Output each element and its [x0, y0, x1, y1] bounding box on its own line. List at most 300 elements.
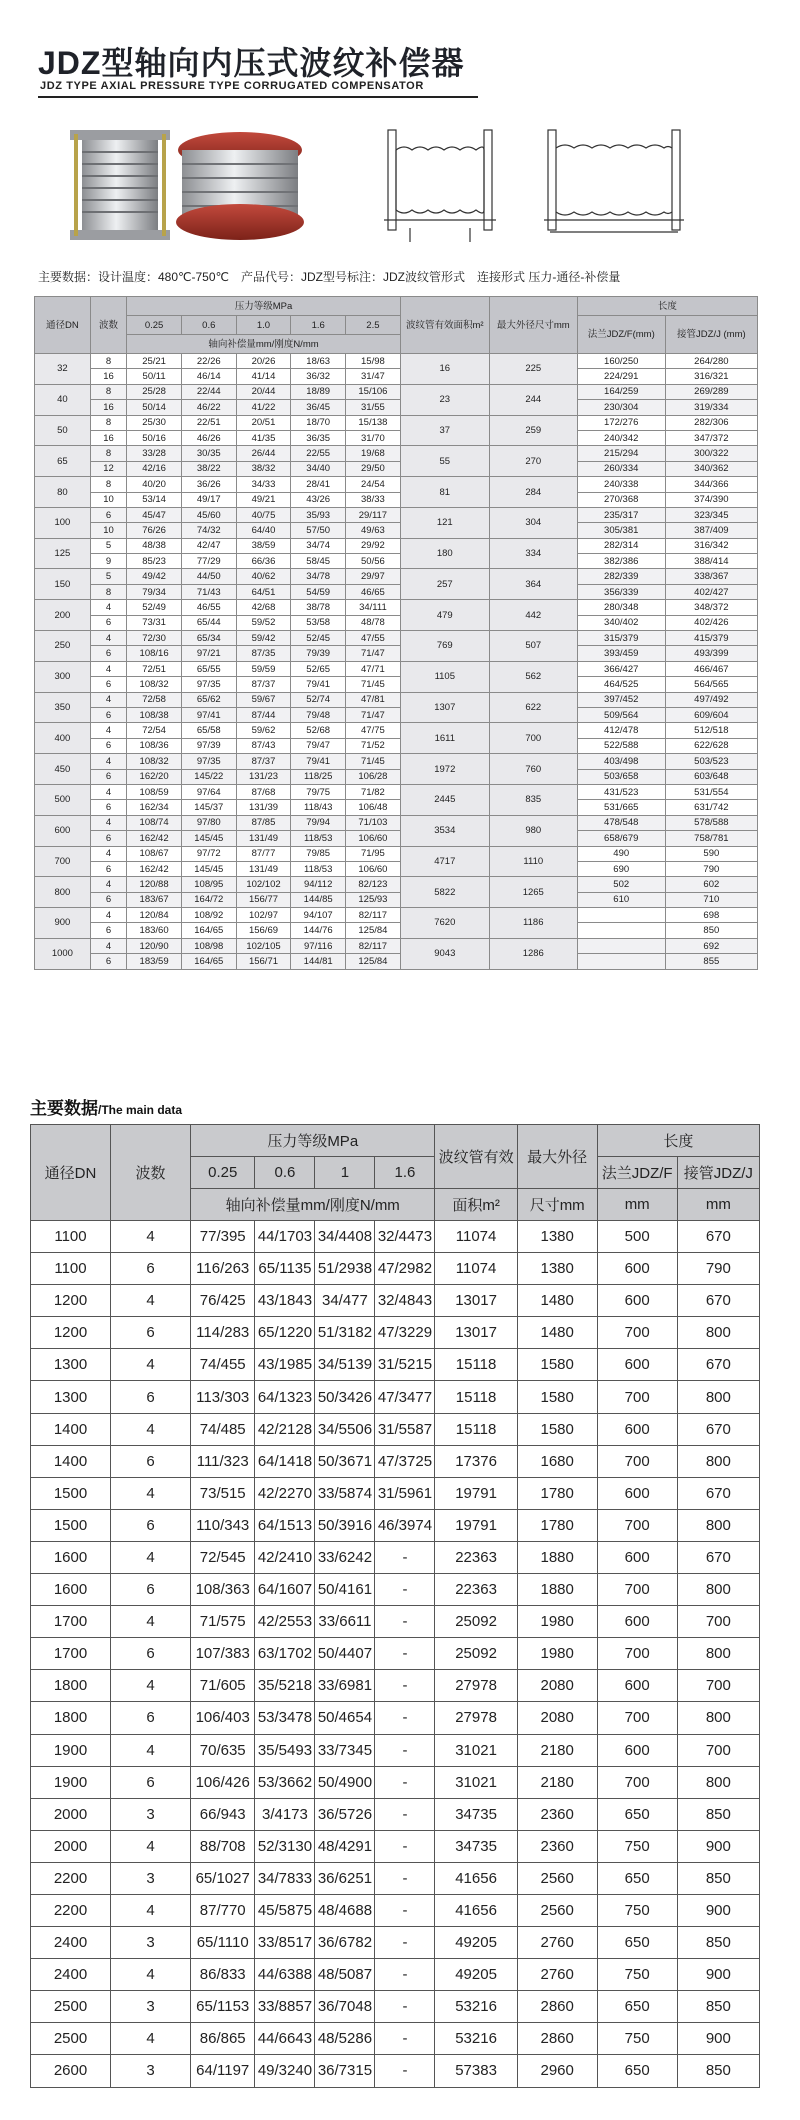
cell-compensation: 164/65: [181, 954, 236, 969]
cell-compensation: 59/62: [236, 723, 291, 738]
cell-od: 1480: [517, 1285, 597, 1317]
cell-comp-1: 50/4900: [315, 1766, 375, 1798]
cell-comp-06: 43/1843: [255, 1285, 315, 1317]
cell-od: 334: [489, 538, 577, 569]
cell-od: 1110: [489, 846, 577, 877]
cell-flange-length: 650: [597, 1991, 677, 2023]
cell-od: 1286: [489, 938, 577, 969]
cell-flange-length: 356/339: [577, 584, 665, 599]
cell-area: 55: [400, 446, 489, 477]
section-title-en: /The main data: [98, 1103, 183, 1117]
cell-compensation: 24/54: [346, 477, 401, 492]
cell-dn: 1400: [31, 1445, 111, 1477]
cell-comp-16: -: [375, 1862, 435, 1894]
cell-flange-length: 315/379: [577, 631, 665, 646]
cell-area: 1972: [400, 754, 489, 785]
cell-waves: 6: [111, 1445, 191, 1477]
table-row: [35, 430, 758, 445]
cell-compensation: 106/60: [346, 861, 401, 876]
table-row: [35, 477, 758, 492]
cell-compensation: 45/47: [127, 507, 182, 522]
cell-compensation: 29/50: [346, 461, 401, 476]
cell-comp-1: 50/4407: [315, 1638, 375, 1670]
cell-flange-length: 270/368: [577, 492, 665, 507]
cell-comp-16: -: [375, 1702, 435, 1734]
cell-weld-length: 900: [677, 1959, 759, 1991]
cell-compensation: 108/38: [127, 707, 182, 722]
cell-compensation: 59/52: [236, 615, 291, 630]
cell-weld-length: 850: [677, 1991, 759, 2023]
cell-weld-length: 700: [677, 1606, 759, 1638]
table-row: [35, 692, 758, 707]
cell-waves: 8: [90, 415, 126, 430]
cell-compensation: 108/98: [181, 938, 236, 953]
cell-compensation: 64/51: [236, 584, 291, 599]
spec-table-small-dn: [34, 296, 758, 970]
table-row: [35, 723, 758, 738]
cell-compensation: 108/16: [127, 646, 182, 661]
cell-compensation: 131/39: [236, 800, 291, 815]
cell-flange-length: 658/679: [577, 831, 665, 846]
cell-compensation: 19/68: [346, 446, 401, 461]
cell-waves: 6: [111, 1317, 191, 1349]
section-title-main-data: [30, 1094, 182, 1119]
cell-area: 15118: [435, 1381, 517, 1413]
cell-waves: 12: [90, 461, 126, 476]
cell-od: 1780: [517, 1477, 597, 1509]
cell-compensation: 162/42: [127, 861, 182, 876]
cell-waves: 6: [111, 1509, 191, 1541]
cell-compensation: 20/26: [236, 354, 291, 369]
cell-weld-length: 670: [677, 1285, 759, 1317]
cell-comp-025: 87/770: [191, 1894, 255, 1926]
cell-compensation: 97/39: [181, 738, 236, 753]
cell-compensation: 41/14: [236, 369, 291, 384]
cell-compensation: 22/26: [181, 354, 236, 369]
cell-od: 562: [489, 661, 577, 692]
cell-flange-length: 700: [597, 1638, 677, 1670]
cell-flange-length: 502: [577, 877, 665, 892]
cell-compensation: 79/41: [291, 754, 346, 769]
cell-waves: 6: [90, 831, 126, 846]
cell-weld-length: 578/588: [665, 815, 757, 830]
cell-compensation: 108/74: [127, 815, 182, 830]
cell-comp-1: 50/4161: [315, 1574, 375, 1606]
cell-comp-025: 88/708: [191, 1830, 255, 1862]
cell-flange-length: 282/314: [577, 538, 665, 553]
cell-compensation: 49/63: [346, 523, 401, 538]
cell-comp-16: 31/5215: [375, 1349, 435, 1381]
col-od: 最大外径尺寸mm: [489, 297, 577, 354]
table-row: [35, 631, 758, 646]
cell-weld-length: 790: [665, 861, 757, 876]
table-row: [31, 1798, 760, 1830]
table-row: [31, 1477, 760, 1509]
cell-compensation: 48/78: [346, 615, 401, 630]
cell-compensation: 97/80: [181, 815, 236, 830]
cell-compensation: 106/48: [346, 800, 401, 815]
cell-weld-length: 700: [677, 1734, 759, 1766]
cell-compensation: 164/72: [181, 892, 236, 907]
cell-comp-16: -: [375, 2023, 435, 2055]
cell-area: 49205: [435, 1959, 517, 1991]
cell-comp-16: -: [375, 1798, 435, 1830]
col-od-line1: 最大外径: [517, 1125, 597, 1189]
cell-dn: 150: [35, 569, 91, 600]
cell-flange-length: 600: [597, 1670, 677, 1702]
cell-od: 760: [489, 754, 577, 785]
cell-compensation: 54/59: [291, 584, 346, 599]
table-row: [35, 369, 758, 384]
cell-compensation: 72/54: [127, 723, 182, 738]
col-weld: 接管JDZ/J (mm): [665, 316, 757, 354]
col-flange: 法兰JDZ/F(mm): [577, 316, 665, 354]
cell-dn: 1900: [31, 1734, 111, 1766]
cell-flange-length: 600: [597, 1413, 677, 1445]
cell-comp-16: 47/3477: [375, 1381, 435, 1413]
cell-compensation: 29/117: [346, 507, 401, 522]
cell-compensation: 76/26: [127, 523, 182, 538]
cell-waves: 8: [90, 384, 126, 399]
cell-comp-06: 52/3130: [255, 1830, 315, 1862]
table-row: [31, 2023, 760, 2055]
cell-area: 41656: [435, 1862, 517, 1894]
col-p-16: 1.6: [291, 316, 346, 335]
cell-od: 980: [489, 815, 577, 846]
cell-flange-length: 700: [597, 1574, 677, 1606]
cell-comp-1: 33/6981: [315, 1670, 375, 1702]
col-length: 长度: [597, 1125, 759, 1157]
cell-dn: 1800: [31, 1670, 111, 1702]
cell-flange-length: 403/498: [577, 754, 665, 769]
cell-weld-length: 590: [665, 846, 757, 861]
cell-flange-length: 750: [597, 1830, 677, 1862]
cell-compensation: 97/116: [291, 938, 346, 953]
cell-dn: 1300: [31, 1349, 111, 1381]
cell-weld-length: 300/322: [665, 446, 757, 461]
cell-comp-16: 32/4843: [375, 1285, 435, 1317]
cell-weld-length: 698: [665, 908, 757, 923]
cell-od: 2860: [517, 2023, 597, 2055]
cell-compensation: 66/36: [236, 554, 291, 569]
cell-compensation: 164/65: [181, 923, 236, 938]
cell-waves: 4: [111, 1670, 191, 1702]
cell-weld-length: 700: [677, 1670, 759, 1702]
table-row: [35, 754, 758, 769]
table-row: [31, 1253, 760, 1285]
cell-compensation: 82/117: [346, 938, 401, 953]
cell-comp-06: 64/1513: [255, 1509, 315, 1541]
cell-area: 34735: [435, 1798, 517, 1830]
table-row: [35, 523, 758, 538]
cell-weld-length: 316/321: [665, 369, 757, 384]
cell-compensation: 144/76: [291, 923, 346, 938]
cell-compensation: 79/41: [291, 677, 346, 692]
cell-compensation: 53/58: [291, 615, 346, 630]
cell-dn: 1000: [35, 938, 91, 969]
cell-dn: 2400: [31, 1927, 111, 1959]
cell-compensation: 15/98: [346, 354, 401, 369]
cell-od: 270: [489, 446, 577, 477]
cell-od: 1980: [517, 1638, 597, 1670]
table-row: [35, 908, 758, 923]
table2-header-row-1: [31, 1125, 760, 1157]
cell-flange-length: 503/658: [577, 769, 665, 784]
cell-compensation: 183/67: [127, 892, 182, 907]
cell-compensation: 38/78: [291, 600, 346, 615]
cell-flange-length: 600: [597, 1253, 677, 1285]
table-row: [31, 1509, 760, 1541]
cell-waves: 4: [111, 2023, 191, 2055]
cell-compensation: 34/111: [346, 600, 401, 615]
cell-comp-06: 64/1607: [255, 1574, 315, 1606]
cell-weld-length: 282/306: [665, 415, 757, 430]
cell-area: 25092: [435, 1606, 517, 1638]
cell-dn: 500: [35, 784, 91, 815]
cell-comp-025: 73/515: [191, 1477, 255, 1509]
table-row: [35, 569, 758, 584]
cell-dn: 80: [35, 477, 91, 508]
cell-compensation: 40/75: [236, 507, 291, 522]
cell-compensation: 120/88: [127, 877, 182, 892]
cell-waves: 6: [111, 1766, 191, 1798]
cell-compensation: 79/34: [127, 584, 182, 599]
cell-od: 1380: [517, 1253, 597, 1285]
cell-compensation: 144/81: [291, 954, 346, 969]
cell-dn: 32: [35, 354, 91, 385]
cell-comp-06: 35/5218: [255, 1670, 315, 1702]
cell-weld-length: 850: [677, 1927, 759, 1959]
table2-body: [31, 1221, 760, 2088]
cell-comp-16: 47/3725: [375, 1445, 435, 1477]
cell-compensation: 22/44: [181, 384, 236, 399]
cell-compensation: 64/40: [236, 523, 291, 538]
cell-compensation: 162/42: [127, 831, 182, 846]
cell-compensation: 52/65: [291, 661, 346, 676]
cell-comp-1: 50/3426: [315, 1381, 375, 1413]
cell-od: 2960: [517, 2055, 597, 2087]
cell-weld-length: 800: [677, 1638, 759, 1670]
cell-area: 180: [400, 538, 489, 569]
cell-compensation: 65/34: [181, 631, 236, 646]
table-row: [35, 938, 758, 953]
cell-comp-025: 65/1110: [191, 1927, 255, 1959]
cell-comp-025: 86/833: [191, 1959, 255, 1991]
cell-compensation: 118/53: [291, 861, 346, 876]
cell-compensation: 25/28: [127, 384, 182, 399]
cell-waves: 8: [90, 446, 126, 461]
cell-compensation: 40/62: [236, 569, 291, 584]
cell-compensation: 50/14: [127, 400, 182, 415]
cell-compensation: 34/33: [236, 477, 291, 492]
cell-comp-1: 36/6251: [315, 1862, 375, 1894]
cell-compensation: 145/22: [181, 769, 236, 784]
cell-dn: 600: [35, 815, 91, 846]
cell-dn: 1700: [31, 1638, 111, 1670]
cell-compensation: 29/92: [346, 538, 401, 553]
cell-od: 225: [489, 354, 577, 385]
cell-waves: 4: [90, 661, 126, 676]
cell-comp-1: 51/2938: [315, 1253, 375, 1285]
cell-dn: 1400: [31, 1413, 111, 1445]
cell-weld-length: 900: [677, 1894, 759, 1926]
cell-compensation: 72/58: [127, 692, 182, 707]
cell-weld-length: 338/367: [665, 569, 757, 584]
cell-waves: 5: [90, 569, 126, 584]
table-row: [35, 877, 758, 892]
cell-compensation: 29/97: [346, 569, 401, 584]
cell-dn: 2000: [31, 1830, 111, 1862]
cell-comp-16: -: [375, 1670, 435, 1702]
table-row: [31, 1702, 760, 1734]
cell-flange-length: 700: [597, 1509, 677, 1541]
cell-compensation: 50/56: [346, 554, 401, 569]
cell-waves: 4: [90, 938, 126, 953]
cell-waves: 6: [90, 507, 126, 522]
cell-compensation: 120/84: [127, 908, 182, 923]
cell-comp-025: 74/485: [191, 1413, 255, 1445]
cell-comp-16: 32/4473: [375, 1221, 435, 1253]
cell-weld-length: 800: [677, 1509, 759, 1541]
cell-weld-length: 402/427: [665, 584, 757, 599]
cell-weld-length: 631/742: [665, 800, 757, 815]
col-p-06: 0.6: [181, 316, 236, 335]
cell-od: 2860: [517, 1991, 597, 2023]
cell-compensation: 71/82: [346, 784, 401, 799]
cell-compensation: 108/95: [181, 877, 236, 892]
table-row: [31, 1830, 760, 1862]
cell-weld-length: 900: [677, 2023, 759, 2055]
cell-weld-length: 692: [665, 938, 757, 953]
col-flange: 法兰JDZ/F: [597, 1157, 677, 1189]
cell-comp-1: 33/5874: [315, 1477, 375, 1509]
cell-flange-length: 240/338: [577, 477, 665, 492]
cell-waves: 4: [111, 1894, 191, 1926]
cell-comp-025: 65/1027: [191, 1862, 255, 1894]
table-row: [31, 1445, 760, 1477]
col-p-25: 2.5: [346, 316, 401, 335]
cell-area: 9043: [400, 938, 489, 969]
cell-compensation: 74/32: [181, 523, 236, 538]
cell-compensation: 49/42: [127, 569, 182, 584]
cell-comp-16: -: [375, 1991, 435, 2023]
cell-area: 53216: [435, 1991, 517, 2023]
table-row: [31, 1349, 760, 1381]
spec-table-large-dn: [30, 1124, 760, 2088]
cell-flange-length: 600: [597, 1541, 677, 1573]
cell-comp-025: 64/1197: [191, 2055, 255, 2087]
cell-od: 1186: [489, 908, 577, 939]
cell-dn: 1900: [31, 1766, 111, 1798]
cell-comp-06: 44/6388: [255, 1959, 315, 1991]
cell-compensation: 30/35: [181, 446, 236, 461]
cell-comp-16: -: [375, 1638, 435, 1670]
col-p-16: 1.6: [375, 1157, 435, 1189]
cell-comp-1: 33/6242: [315, 1541, 375, 1573]
cell-od: 2560: [517, 1862, 597, 1894]
col-area: 波纹管有效面积m²: [400, 297, 489, 354]
cell-waves: 8: [90, 584, 126, 599]
cell-weld-length: 800: [677, 1381, 759, 1413]
col-weld-unit: mm: [677, 1189, 759, 1221]
cell-compensation: 46/26: [181, 430, 236, 445]
cell-compensation: 59/42: [236, 631, 291, 646]
cell-compensation: 82/123: [346, 877, 401, 892]
cell-flange-length: 522/588: [577, 738, 665, 753]
product-photos: [70, 120, 710, 250]
cell-waves: 10: [90, 523, 126, 538]
cell-flange-length: 382/386: [577, 554, 665, 569]
table-row: [35, 646, 758, 661]
cell-flange-length: 397/452: [577, 692, 665, 707]
cell-flange-length: 235/317: [577, 507, 665, 522]
table-row: [31, 1541, 760, 1573]
cell-weld-length: 670: [677, 1413, 759, 1445]
cell-flange-length: 700: [597, 1381, 677, 1413]
col-waves: 波数: [90, 297, 126, 354]
table-row: [31, 1285, 760, 1317]
cell-comp-1: 50/3671: [315, 1445, 375, 1477]
cell-weld-length: 603/648: [665, 769, 757, 784]
table-row: [35, 661, 758, 676]
cell-compensation: 65/55: [181, 661, 236, 676]
cell-waves: 6: [90, 738, 126, 753]
table-row: [31, 1381, 760, 1413]
cell-waves: 4: [90, 754, 126, 769]
cell-compensation: 97/72: [181, 846, 236, 861]
cell-comp-025: 72/545: [191, 1541, 255, 1573]
cell-compensation: 52/49: [127, 600, 182, 615]
cell-weld-length: 466/467: [665, 661, 757, 676]
cell-compensation: 36/45: [291, 400, 346, 415]
cell-compensation: 108/59: [127, 784, 182, 799]
cell-weld-length: 670: [677, 1541, 759, 1573]
cell-flange-length: 366/427: [577, 661, 665, 676]
cell-comp-025: 71/605: [191, 1670, 255, 1702]
cell-area: 13017: [435, 1317, 517, 1349]
cell-weld-length: 850: [677, 1862, 759, 1894]
col-p-1: 1: [315, 1157, 375, 1189]
cell-area: 25092: [435, 1638, 517, 1670]
cell-waves: 4: [111, 1606, 191, 1638]
cell-compensation: 36/26: [181, 477, 236, 492]
cell-comp-025: 77/395: [191, 1221, 255, 1253]
table-row: [35, 769, 758, 784]
cell-dn: 125: [35, 538, 91, 569]
cell-compensation: 71/47: [346, 646, 401, 661]
table-row: [35, 800, 758, 815]
cell-area: 31021: [435, 1766, 517, 1798]
cell-waves: 6: [111, 1702, 191, 1734]
cell-compensation: 97/21: [181, 646, 236, 661]
cell-flange-length: 750: [597, 1959, 677, 1991]
cell-compensation: 49/17: [181, 492, 236, 507]
cell-flange-length: 224/291: [577, 369, 665, 384]
cell-comp-1: 34/477: [315, 1285, 375, 1317]
cell-compensation: 50/16: [127, 430, 182, 445]
cell-compensation: 43/26: [291, 492, 346, 507]
col-dn: 通径DN: [31, 1125, 111, 1221]
cell-dn: 450: [35, 754, 91, 785]
cell-comp-025: 106/426: [191, 1766, 255, 1798]
cell-od: 2560: [517, 1894, 597, 1926]
cell-weld-length: 710: [665, 892, 757, 907]
cell-comp-16: 31/5587: [375, 1413, 435, 1445]
cell-flange-length: 650: [597, 1927, 677, 1959]
cell-comp-16: -: [375, 1541, 435, 1573]
cell-comp-025: 65/1153: [191, 1991, 255, 2023]
cell-compensation: 34/78: [291, 569, 346, 584]
